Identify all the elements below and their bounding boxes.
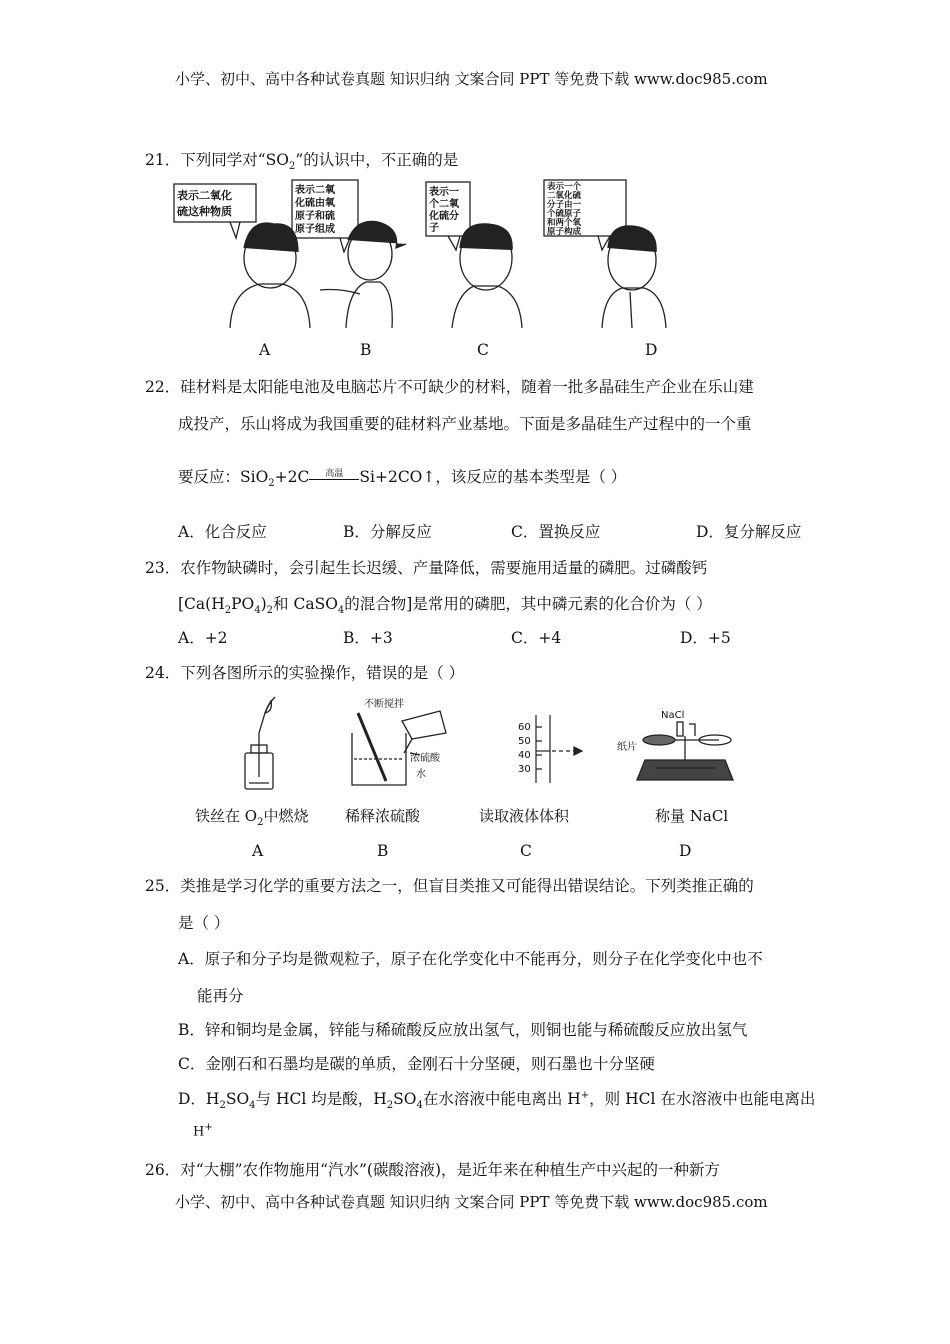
q25-option-b: B．锌和铜均是金属，锌能与稀硫酸反应放出氢气，则铜也能与稀硫酸反应放出氢气 xyxy=(178,1021,748,1039)
q22-option-d: D．复分解反应 xyxy=(696,523,802,541)
question-26-line-1: 26．对“大棚”农作物施用“汽水”(碳酸溶液)，是近年来在种植生产中兴起的一种新方 xyxy=(145,1161,721,1179)
bubble-c-line-4: 子 xyxy=(429,223,439,234)
fig-diluting-acid xyxy=(344,693,454,793)
question-number: 21． xyxy=(145,151,181,169)
question-number: 26． xyxy=(145,1161,181,1179)
label-stir: 不断搅拌 xyxy=(364,699,404,710)
bubble-d-line-2: 二氧化硫 xyxy=(547,191,582,201)
question-22-line-1: 22．硅材料是太阳能电池及电脑芯片不可缺少的材料，随着一批多晶硅生产企业在乐山建 xyxy=(145,378,754,396)
question-21-stem: 21．下列同学对“$SO_2$”的认识中，不正确的是 xyxy=(145,151,459,173)
question-number: 23． xyxy=(145,559,181,577)
question-25-line-2: 是（ ） xyxy=(178,914,230,932)
bubble-c-line-1: 表示一 xyxy=(429,187,459,198)
bubble-c-line-3: 化硫分 xyxy=(429,211,459,222)
caption-c: 读取液体体积 xyxy=(479,807,570,825)
q21-label-d: D xyxy=(645,341,658,359)
bubble-d-line-3: 分子由一 xyxy=(547,200,582,210)
q24-label-d: D xyxy=(679,842,692,860)
fig-iron-wire-burning xyxy=(235,693,285,793)
page-footer: 小学、初中、高中各种试卷真题 知识归纳 文案合同 PPT 等免费下载 www.doc985.com xyxy=(175,1193,768,1211)
caption-a: 铁丝在 $O_2$中燃烧 xyxy=(195,807,309,828)
fig-weighing-nacl xyxy=(615,700,755,790)
bubble-b-line-1: 表示二氧 xyxy=(295,185,335,196)
q22-option-a: A．化合反应 xyxy=(178,523,267,541)
q25-option-a-line-2: 能再分 xyxy=(197,987,244,1005)
reaction-condition: 高温 xyxy=(309,466,359,480)
label-paper: 纸片 xyxy=(617,742,637,753)
question-23-line-1: 23．农作物缺磷时，会引起生长迟缓、产量降低，需要施用适量的磷肥。过磷酸钙 xyxy=(145,559,708,577)
question-24-stem: 24．下列各图所示的实验操作，错误的是（ ） xyxy=(145,664,465,682)
bubble-b-line-4: 原子组成 xyxy=(295,224,335,235)
question-22-line-3: 要反应：SiO$_2$+2C 高温 Si+2CO↑，该反应的基本类型是（ ） xyxy=(178,468,627,490)
bubble-d-line-6: 原子构成 xyxy=(547,227,582,237)
q23-option-d: D．+5 xyxy=(680,629,731,647)
page-header: 小学、初中、高中各种试卷真题 知识归纳 文案合同 PPT 等免费下载 www.doc985.com xyxy=(175,70,768,88)
tick-60: 60 xyxy=(518,722,531,733)
q23-option-b: B．+3 xyxy=(343,629,393,647)
q24-label-c: C xyxy=(520,842,532,860)
question-number: 22． xyxy=(145,378,181,396)
caption-d: 称量 NaCl xyxy=(655,807,729,825)
q21-label-a: A xyxy=(259,341,271,359)
tick-30: 30 xyxy=(518,764,531,775)
bubble-b-line-3: 原子和硫 xyxy=(295,211,335,222)
q24-label-a: A xyxy=(252,842,264,860)
q24-label-b: B xyxy=(377,842,389,860)
question-23-line-2: [$Ca(H_2PO_4)_2$和 CaSO$_4$的混合物]是常用的磷肥，其中磷元素的化合价为（ ） xyxy=(178,595,712,617)
q21-label-c: C xyxy=(477,341,489,359)
question-number: 25． xyxy=(145,877,181,895)
bubble-a-line-2: 硫这种物质 xyxy=(177,205,232,218)
caption-b: 稀释浓硫酸 xyxy=(345,807,421,825)
q23-option-a: A．+2 xyxy=(178,629,228,647)
tick-40: 40 xyxy=(518,750,531,761)
tick-50: 50 xyxy=(518,736,531,747)
bubble-d-line-4: 个硫原子 xyxy=(547,209,582,219)
question-22-line-2: 成投产，乐山将成为我国重要的硅材料产业基地。下面是多晶硅生产过程中的一个重 xyxy=(178,415,752,433)
label-nacl: NaCl xyxy=(661,710,685,721)
label-acid: 浓硫酸 xyxy=(410,753,440,764)
q23-option-c: C．+4 xyxy=(511,629,562,647)
question-number: 24． xyxy=(145,664,181,682)
bubble-a-line-1: 表示二氧化 xyxy=(177,189,232,202)
bubble-d-line-5: 和两个氧 xyxy=(547,218,582,228)
q25-option-a-line-1: A．原子和分子均是微观粒子，原子在化学变化中不能再分，则分子在化学变化中也不 xyxy=(178,950,763,968)
label-water: 水 xyxy=(416,769,426,780)
question-25-line-1: 25．类推是学习化学的重要方法之一，但盲目类推又可能得出错误结论。下列类推正确的 xyxy=(145,877,754,895)
bubble-c-line-2: 个二氧 xyxy=(429,199,459,210)
q25-option-c: C．金刚石和石墨均是碳的单质，金刚石十分坚硬，则石墨也十分坚硬 xyxy=(178,1055,655,1073)
q21-label-b: B xyxy=(360,341,372,359)
fig-reading-volume xyxy=(510,713,590,783)
bubble-d-line-1: 表示一个 xyxy=(547,182,582,192)
q25-option-d-line-2: H+ xyxy=(193,1122,213,1140)
q22-option-c: C．置换反应 xyxy=(511,523,601,541)
q21-cartoon-figure xyxy=(170,178,710,328)
bubble-b-line-2: 化硫由氧 xyxy=(295,198,335,209)
q22-option-b: B．分解反应 xyxy=(343,523,432,541)
q25-option-d-line-1: D．$H_2SO_4$与 HCl 均是酸，$H_2SO_4$在水溶液中能电离出 H+，则 HCl 在水溶液中也能电离出 xyxy=(178,1089,816,1112)
